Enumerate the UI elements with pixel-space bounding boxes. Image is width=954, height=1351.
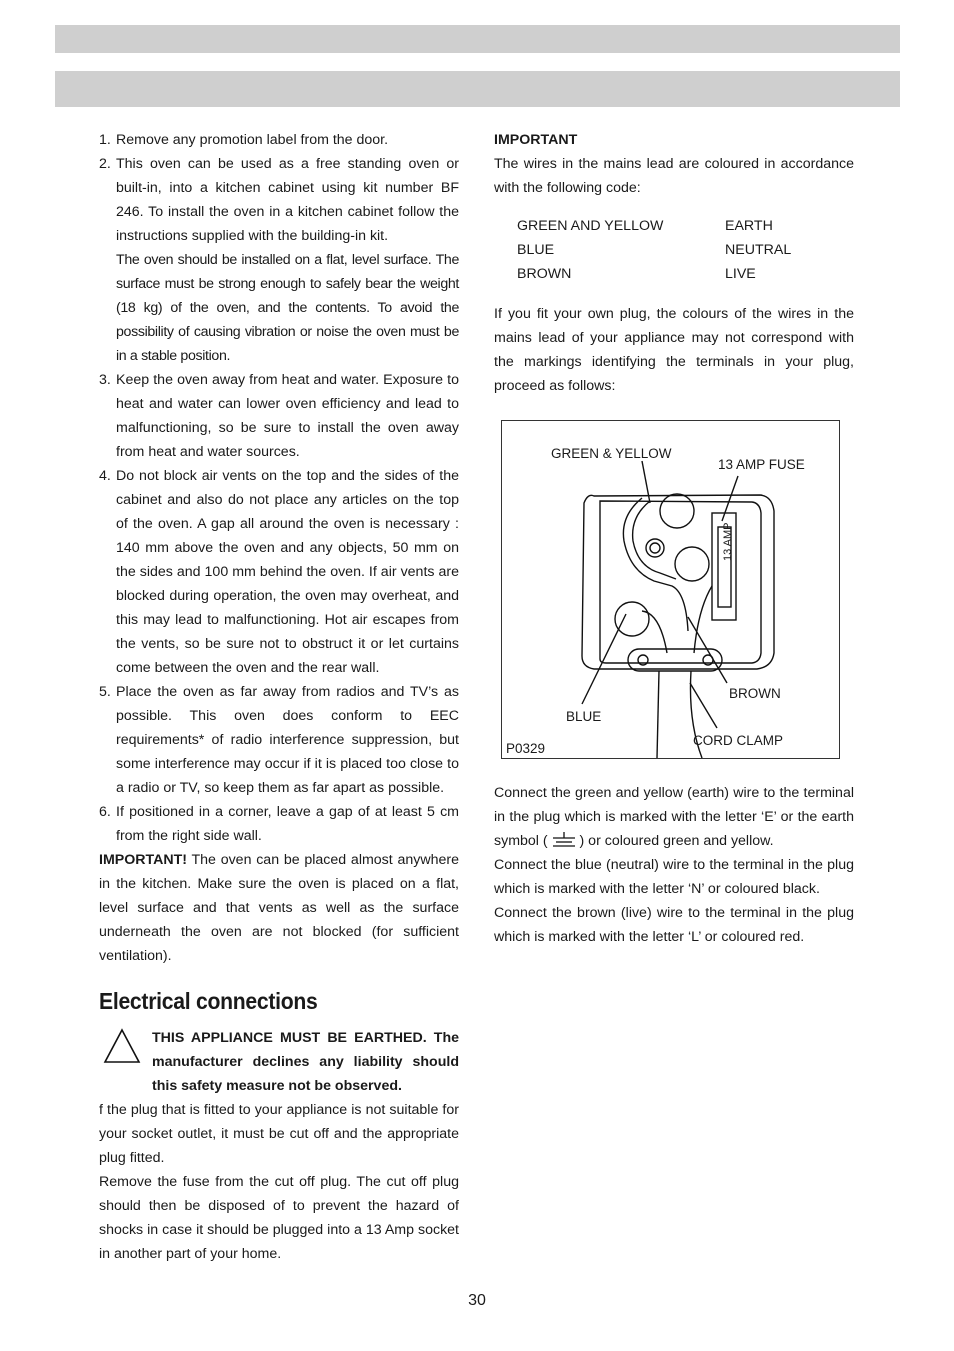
left-column [99, 128, 459, 1266]
step-item: 2. This oven can be used as a free standing oven or built-in, into a kitchen cabinet using kit number BF 246. To install the oven in a kitchen cabinet follow the instructions supplied with the building-in kit. The oven should be installed on a flat, level surface. The surface must be strong enough to safely bear the weight (18 kg) of the oven, and the contents. To avoid the possibility of causing vibration or noise the oven must be in a stable position. [99, 152, 459, 368]
header-band-bottom [55, 71, 900, 107]
page-number: 30 [468, 1292, 486, 1309]
step-item: 6. If positioned in a corner, leave a gap of at least 5 cm from the right side wall. [99, 804, 459, 844]
step-item: 5. Place the oven as far away from radios and TV’s as possible. This oven does conform to EEC requirements* of radio interference suppression, but some interference may occur if it is placed too close to a radio or TV, so keep them as far apart as possible. [99, 684, 459, 796]
step-item: 3. Keep the oven away from heat and water. Exposure to heat and water can lower oven efficiency and lead to malfunctioning, so be sure to install the oven away from heat and water sources. [99, 372, 459, 460]
right-column [494, 128, 854, 949]
live-instruction: Connect the brown (live) wire to the terminal in the plug which is marked with the letter ‘L’ or coloured red. [494, 905, 854, 945]
installation-steps [99, 128, 459, 848]
label-cord-clamp: CORD CLAMP [693, 733, 784, 748]
neutral-instruction: Connect the blue (neutral) wire to the terminal in the plug which is marked with the letter ‘N’ or coloured black. [494, 857, 854, 897]
diagram-code: P0329 [506, 741, 546, 756]
important-note: IMPORTANT! The oven can be placed almost anywhere in the kitchen. Make sure the oven is placed on a flat, level surface and that vents as well as the surface underneath the oven are not blocked (for sufficient ventilation). [99, 852, 459, 964]
own-plug-paragraph: If you fit your own plug, the colours of the wires in the mains lead of your appliance may not correspond with the markings identifying the terminals in your plug, proceed as follows: [494, 306, 854, 394]
wire-intro: The wires in the mains lead are coloured in accordance with the following code: [494, 156, 854, 196]
table-row: GREEN AND YELLOW EARTH [517, 218, 773, 234]
label-fuse-body: 13 AMP [722, 522, 734, 561]
earth-instruction: Connect the green and yellow (earth) wire to the terminal in the plug which is marked with the letter ‘E’ or the earth symbol ( ) or coloured green and yellow. [494, 785, 854, 849]
table-row: BLUE NEUTRAL [517, 242, 792, 258]
label-brown: BROWN [729, 686, 781, 701]
plug-paragraph: f the plug that is fitted to your appliance is not suitable for your socket outlet, it must be cut off and the appropriate plug fitted. [99, 1102, 459, 1166]
earthing-warning: THIS APPLIANCE MUST BE EARTHED. The manufacturer declines any liability should this safety measure not be observed. [99, 1026, 459, 1098]
table-row: BROWN LIVE [517, 266, 756, 282]
plug-wiring-diagram [501, 420, 840, 759]
warning-triangle-icon [103, 1028, 141, 1064]
step-extra: The oven should be installed on a flat, level surface. The surface must be strong enough to safely bear the weight (18 kg) of the oven, and the contents. To avoid the possibility of causing vibration or noise the oven must be in a stable position. [116, 252, 459, 364]
earth-symbol-icon [552, 832, 576, 850]
label-green-yellow: GREEN & YELLOW [551, 446, 672, 461]
header-band-top [55, 25, 900, 53]
step-item: 1. Remove any promotion label from the door. [99, 132, 389, 148]
label-blue: BLUE [566, 709, 602, 724]
label-fuse: 13 AMP FUSE [718, 457, 805, 472]
important-heading: IMPORTANT [494, 132, 578, 148]
wire-colour-table [517, 214, 791, 286]
step-item: 4. Do not block air vents on the top and the sides of the cabinet and also do not place any articles on the top of the oven. A gap all around the oven is necessary : 140 mm above the oven and any objects, 50 mm on the sides and 100 mm behind the oven. If air vents are blocked during operation, the oven may overheat, and this may lead to malfunctioning. Hot air escapes from the vents, so be sure not to obstruct it or let curtains come between the oven and the rear wall. [99, 468, 459, 676]
section-title: Electrical connections [99, 988, 318, 1014]
fuse-paragraph: Remove the fuse from the cut off plug. The cut off plug should then be disposed of to prevent the hazard of shocks in case it should be plugged into a 13 Amp socket in another part of your home. [99, 1174, 459, 1262]
